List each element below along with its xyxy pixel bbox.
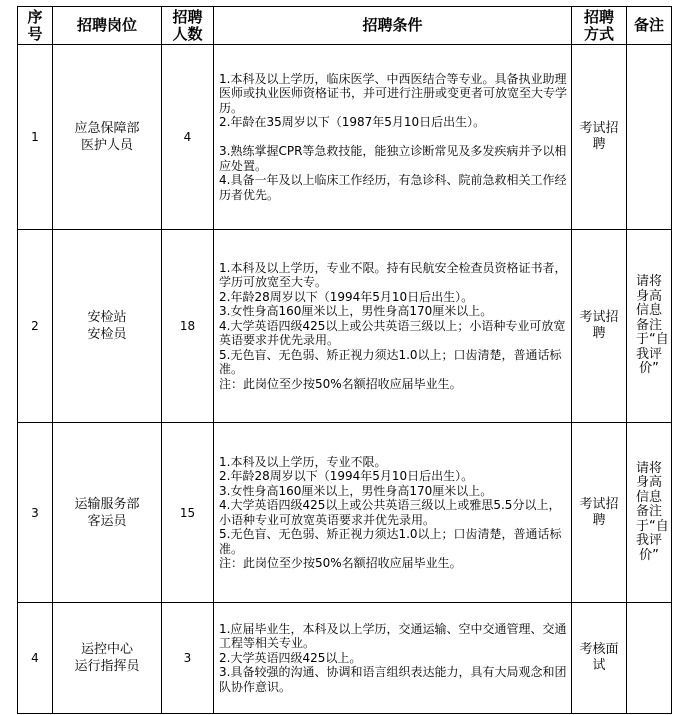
table-row	[18, 230, 672, 423]
condition-item: 3.熟练掌握CPR等急救技能，能独立诊断常见及多发疾病并予以相应处置。	[219, 144, 567, 173]
condition-item: 3.具备较强的沟通、协调和语言组织表达能力，具有大局观念和团队协作意识。	[219, 665, 567, 694]
row-count: 3	[162, 603, 214, 714]
position-title: 医护人员	[80, 138, 133, 153]
header-method-line2: 方式	[583, 24, 614, 43]
row-conditions	[214, 230, 572, 423]
row-seq: 3	[18, 423, 53, 603]
condition-item: 2.年龄在35周岁以下（1987年5月10日后出生）。	[219, 115, 486, 130]
method-text: 考试招聘	[579, 310, 619, 341]
row-position	[53, 603, 162, 714]
condition-note: 注：此岗位至少按50%名额招收应届毕业生。	[219, 556, 462, 570]
condition-item: 2.大学英语四级425以上。	[219, 650, 362, 665]
condition-item: 5.无色盲、无色弱、矫正视力须达1.0以上；口齿清楚，普通话标准。	[219, 527, 562, 556]
position-title: 运行指挥员	[74, 659, 140, 674]
position-title: 安检员	[87, 327, 127, 342]
table-row	[18, 45, 672, 230]
header-seq-line1: 序	[27, 7, 43, 26]
position-dept: 应急保障部	[74, 121, 140, 136]
condition-item: 1.本科及以上学历，专业不限。持有民航安全检查员资格证书者，学历可放宽至大专。	[219, 260, 567, 290]
row-count: 4	[162, 45, 214, 230]
row-position	[53, 45, 162, 230]
header-seq-line2: 号	[27, 24, 43, 43]
row-seq: 1	[18, 45, 53, 230]
row-method	[572, 423, 627, 603]
header-remark: 备注	[627, 7, 672, 45]
header-count	[162, 7, 214, 45]
position-dept: 运控中心	[80, 642, 133, 657]
row-count: 15	[162, 423, 214, 603]
position-dept: 运输服务部	[74, 496, 140, 512]
condition-item: 4.大学英语四级425以上或公共英语三级以上或雅思5.5分以上，小语种专业可放宽英语要求并优先录用。	[219, 498, 561, 527]
row-conditions	[214, 423, 572, 603]
header-count-line2: 人数	[172, 24, 203, 43]
condition-note: 注：此岗位至少按50%名额招收应届毕业生。	[219, 376, 462, 391]
header-method	[572, 7, 627, 45]
condition-item: 3.女性身高160厘米以上，男性身高170厘米以上。	[219, 483, 493, 498]
row-conditions	[214, 603, 572, 714]
table-row	[18, 603, 672, 714]
condition-item: 3.女性身高160厘米以上，男性身高170厘米以上。	[219, 304, 493, 319]
header-count-line1: 招聘	[172, 7, 203, 26]
row-position	[53, 230, 162, 423]
row-method	[572, 603, 627, 714]
method-text: 考试招聘	[579, 121, 619, 152]
header-seq	[18, 7, 53, 45]
position-title: 客运员	[87, 513, 127, 529]
condition-item: 4.具备一年及以上临床工作经历，有急诊科、院前急救相关工作经历者优先。	[219, 173, 567, 202]
header-position: 招聘岗位	[53, 7, 162, 45]
method-text: 考试招聘	[579, 496, 619, 528]
row-seq: 2	[18, 230, 53, 423]
method-text: 考核面试	[579, 642, 619, 673]
remark-text: 请将身高信息备注于“自我评价”	[636, 274, 669, 377]
row-conditions	[214, 45, 572, 230]
condition-item: 1.应届毕业生，本科及以上学历，交通运输、空中交通管理、交通工程等相关专业。	[219, 621, 567, 651]
remark-text: 请将身高信息备注于“自我评价”	[636, 460, 669, 563]
condition-item: 1.本科及以上学历，临床医学、中西医结合等专业。具备执业助理医师或执业医师资格证书，并可进行注册或变更者可放宽至大专学历。	[219, 71, 568, 115]
row-method	[572, 45, 627, 230]
row-remark	[627, 45, 672, 230]
condition-spacer	[219, 130, 567, 145]
table-row	[18, 423, 672, 603]
row-seq: 4	[18, 603, 53, 714]
row-method	[572, 230, 627, 423]
row-remark	[627, 230, 672, 423]
position-dept: 安检站	[87, 310, 127, 325]
header-method-line1: 招聘	[583, 7, 614, 26]
condition-item: 2.年龄28周岁以下（1994年5月10日后出生）。	[219, 469, 474, 483]
condition-item: 5.无色盲、无色弱、矫正视力须达1.0以上；口齿清楚，普通话标准。	[219, 347, 562, 377]
row-remark	[627, 603, 672, 714]
recruitment-table	[17, 6, 672, 714]
condition-item: 4.大学英语四级425以上或公共英语三级以上；小语种专业可放宽英语要求并优先录用。	[219, 318, 566, 348]
header-row	[18, 7, 672, 45]
condition-item: 1.本科及以上学历，专业不限。	[219, 454, 387, 469]
condition-item: 2.年龄28周岁以下（1994年5月10日后出生）。	[219, 289, 474, 304]
row-remark	[627, 423, 672, 603]
header-conditions: 招聘条件	[214, 7, 572, 45]
row-position	[53, 423, 162, 603]
row-count: 18	[162, 230, 214, 423]
